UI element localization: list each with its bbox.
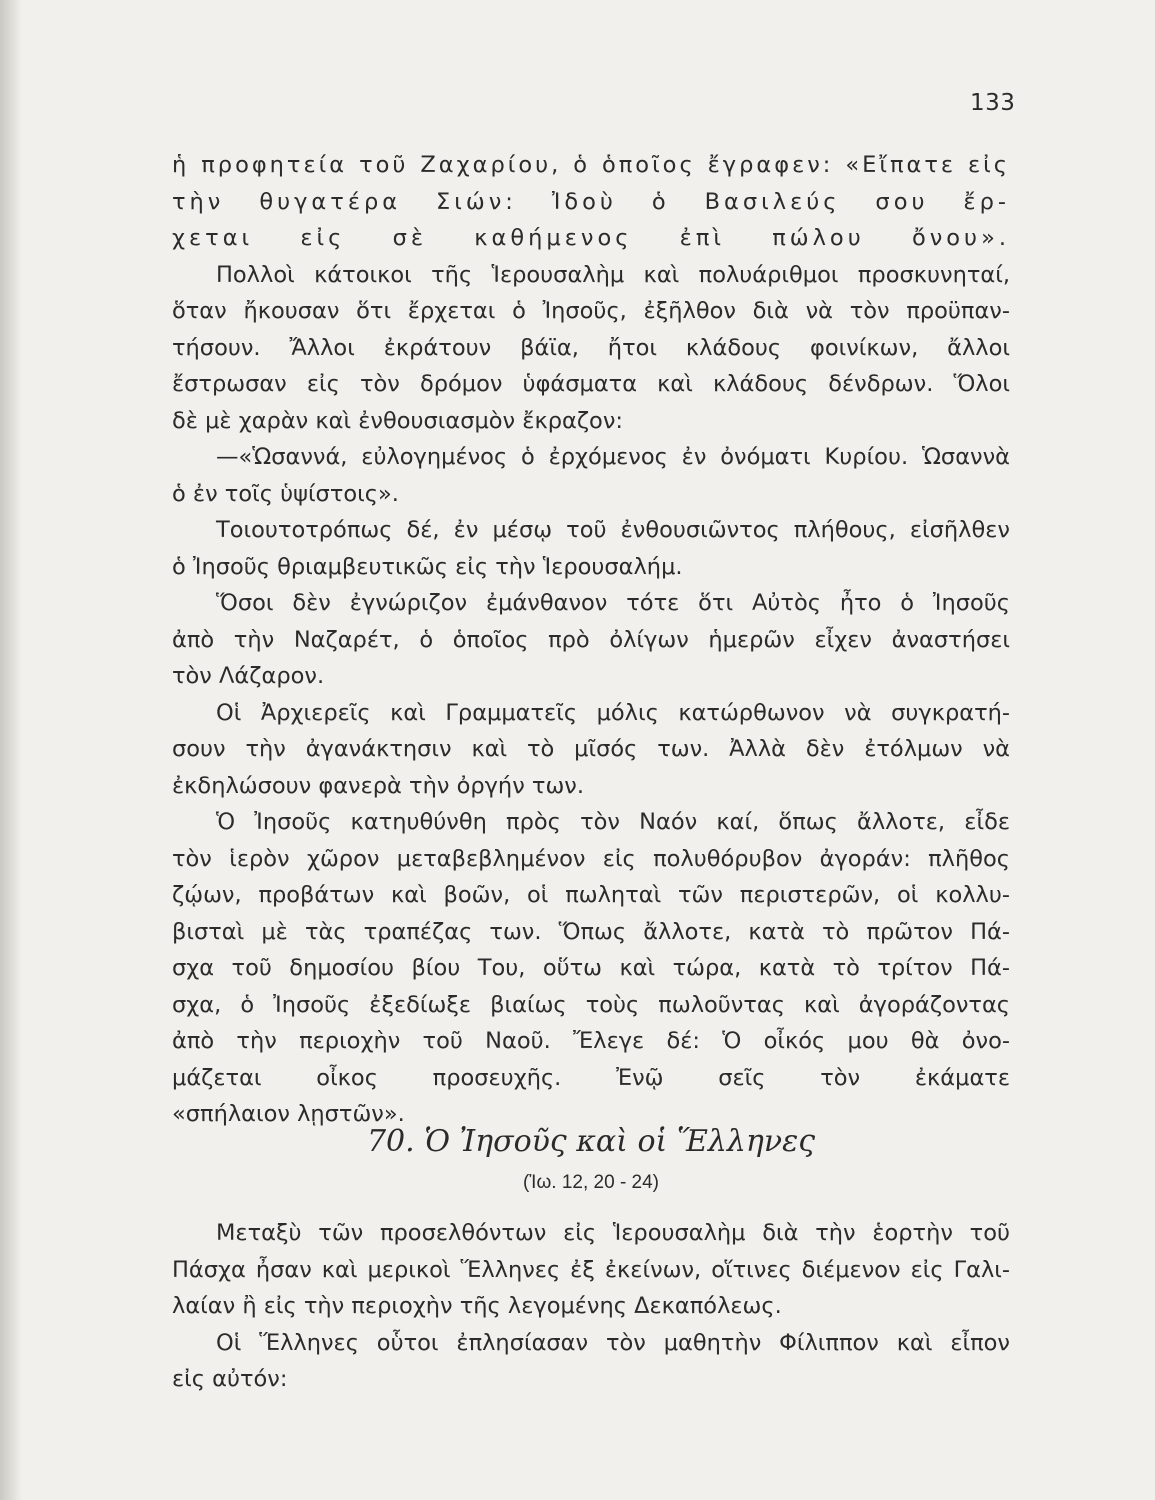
text-line: ἀπὸ τὴν Ναζαρέτ, ὁ ὁποῖος πρὸ ὀλίγων ἡμερῶν εἶχεν ἀναστήσει xyxy=(172,626,1010,653)
section-heading: 70. Ὁ Ἰησοῦς καὶ οἱ Ἕλληνες xyxy=(366,1124,816,1159)
text-line: τὸν ἱερὸν χῶρον μεταβεβλημένον εἰς πολυθόρυβον ἀγοράν: πλῆθος xyxy=(172,845,1010,872)
text-line: Πάσχα ἦσαν καὶ μερικοὶ Ἕλληνες ἐξ ἐκείνων, οἵτινες διέμενον εἰς Γαλι- xyxy=(172,1256,1010,1283)
text-line: Ὅσοι δὲν ἐγνώριζον ἐμάνθανον τότε ὅτι Αὐτὸς ἦτο ὁ Ἰησοῦς xyxy=(216,590,1010,616)
text-line: —«Ὡσαννά, εὐλογημένος ὁ ἐρχόμενος ἐν ὀνόματι Κυρίου. Ὡσαννὰ xyxy=(216,444,1010,470)
main-text xyxy=(172,147,1010,1133)
text-line: τὸν Λάζαρον. xyxy=(172,663,325,689)
text-line: χεται εἰς σὲ καθήμενος ἐπὶ πώλου ὄνου». xyxy=(172,225,1010,251)
text-line: τήσουν. Ἄλλοι ἐκράτουν βάϊα, ἤτοι κλάδους φοινίκων, ἄλλοι xyxy=(172,334,1010,361)
text-line: Οἱ Ἕλληνες οὗτοι ἐπλησίασαν τὸν μαθητὴν Φίλιππον καὶ εἶπον xyxy=(216,1329,1010,1356)
page-number: 133 xyxy=(970,90,1016,116)
text-line: «σπήλαιον λῃστῶν». xyxy=(172,1101,405,1127)
text-line: ἐκδηλώσουν φανερὰ τὴν ὀργήν των. xyxy=(172,772,585,799)
text-line: ὅταν ἤκουσαν ὅτι ἔρχεται ὁ Ἰησοῦς, ἐξῆλθον διὰ νὰ τὸν προϋπαν- xyxy=(172,298,1010,324)
section-text xyxy=(172,1215,1010,1398)
text-line: μάζεται οἶκος προσευχῆς. Ἐνῷ σεῖς τὸν ἐκάματε xyxy=(172,1064,1010,1091)
text-line: ὁ Ἰησοῦς θριαμβευτικῶς εἰς τὴν Ἱερουσαλήμ. xyxy=(172,553,683,580)
text-line: ἡ προφητεία τοῦ Ζαχαρίου, ὁ ὁποῖος ἔγραφεν: «Εἴπατε εἰς xyxy=(172,152,1010,178)
text-line: δὲ μὲ χαρὰν καὶ ἐνθουσιασμὸν ἔκραζον: xyxy=(172,407,623,434)
text-line: σχα, ὁ Ἰησοῦς ἐξεδίωξε βιαίως τοὺς πωλοῦντας καὶ ἀγοράζοντας xyxy=(172,991,1010,1018)
text-line: τὴν θυγατέρα Σιών: Ἰδοὺ ὁ Βασιλεύς σου ἔρ- xyxy=(172,188,1010,215)
text-line: ὁ ἐν τοῖς ὑψίστοις». xyxy=(172,480,399,507)
text-line: ζῴων, προβάτων καὶ βοῶν, οἱ πωληταὶ τῶν περιστερῶν, οἱ κολλυ- xyxy=(172,882,1010,908)
text-line: ἀπὸ τὴν περιοχὴν τοῦ Ναοῦ. Ἔλεγε δέ: Ὁ οἶκός μου θὰ ὀνο- xyxy=(172,1028,1010,1054)
text-line: σουν τὴν ἀγανάκτησιν καὶ τὸ μῖσός των. Ἀλλὰ δὲν ἐτόλμων νὰ xyxy=(172,736,1010,762)
page-edge-shadow xyxy=(0,0,22,1500)
text-line: βισταὶ μὲ τὰς τραπέζας των. Ὅπως ἄλλοτε, κατὰ τὸ πρῶτον Πά- xyxy=(172,918,1010,945)
section-reference: (Ἰω. 12, 20 - 24) xyxy=(522,1172,660,1193)
text-line: Πολλοὶ κάτοικοι τῆς Ἱερουσαλὴμ καὶ πολυάριθμοι προσκυνηταί, xyxy=(216,261,1010,288)
text-line: Ὁ Ἰησοῦς κατηυθύνθη πρὸς τὸν Ναόν καί, ὅπως ἄλλοτε, εἶδε xyxy=(216,809,1010,835)
text-line: Μεταξὺ τῶν προσελθόντων εἰς Ἱερουσαλὴμ διὰ τὴν ἑορτὴν τοῦ xyxy=(216,1220,1010,1246)
text-line: σχα τοῦ δημοσίου βίου Του, οὕτω καὶ τώρα, κατὰ τὸ τρίτον Πά- xyxy=(172,955,1010,981)
text-line: Οἱ Ἀρχιερεῖς καὶ Γραμματεῖς μόλις κατώρθωνον νὰ συγκρατή- xyxy=(216,699,1010,726)
text-line: ἔστρωσαν εἰς τὸν δρόμον ὑφάσματα καὶ κλάδους δένδρων. Ὅλοι xyxy=(172,371,1010,397)
text-line: Τοιουτοτρόπως δέ, ἐν μέσῳ τοῦ ἐνθουσιῶντος πλήθους, εἰσῆλθεν xyxy=(216,517,1010,543)
text-line: εἰς αὐτόν: xyxy=(172,1366,288,1392)
text-line: λαίαν ἢ εἰς τὴν περιοχὴν τῆς λεγομένης Δεκαπόλεως. xyxy=(172,1293,782,1319)
